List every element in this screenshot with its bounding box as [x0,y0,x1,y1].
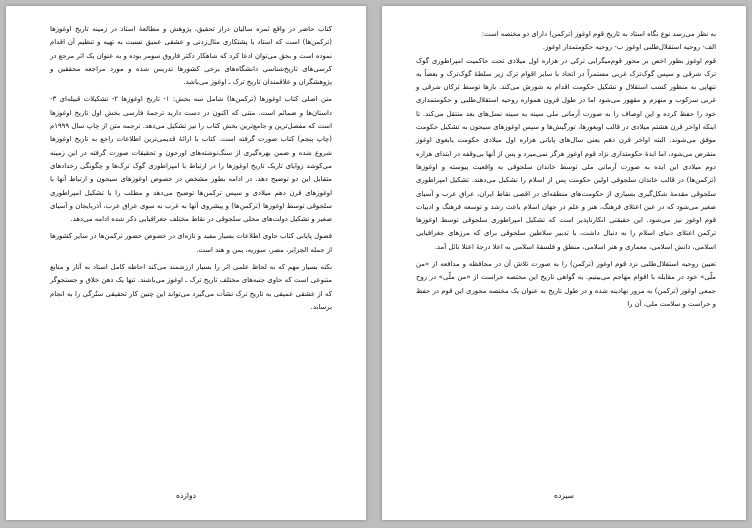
paragraph: نکته بسیار مهم که به لحاظ علمی اثر را بسیار ارزشمند می‌کند احاطه کامل استاد به آثار و منابع متنوعی است که حاوی جنبه‌های مختلف تاریخ ترک ـ اوغوز می‌باشند. تنها یک ذهن خلاق و جستجوگر که از عشقی عمیقی به تاریخ ترک نشأت می‌گیرد می‌تواند این چنین کار تحقیقی ستُرگی را به انجام برساند. [50,263,332,311]
right-page-text [416,28,716,315]
right-page [382,6,746,520]
paragraph: الف- روحیه استقلال‌طلبی اوغوز ب- روحیه حکومتمدار اوغوز. [542,43,716,52]
paragraph: فصول پایانی کتاب حاوی اطلاعات بسیار مفید و تازه‌ای در خصوص حضور ترکمن‌ها در سایر کشورها از جمله الجزایر، مصر، سوریه، یمن و هند است. [50,232,332,254]
paragraph: کتاب حاضر در واقع ثمره سالیان دراز تحقیق، پژوهش و مطالعهٔ استاد در زمینه تاریخ اوغوزها (ترکمن‌ها) است که استاد با پشتکاری مثال‌زدنی و عشقی عمیق نسبت به تهیه و تنظیم آن اقدام نموده است و بحق می‌توان ادعا کرد که شاهکار دکتر فاروق سومر بوده و به عنوان یک اثر مرجع در کرسی‌های تاریخ‌شناسی دانشگاه‌های برخی کشورها تدریس شده و مورد مراجعه محققین و پژوهشگران و علاقمندان تاریخ ترک ـ اوغوز می‌باشد. [50,25,332,87]
paragraph: قوم اوغوز بطور اخص بر محور قوم‌میگرایی ترکی در هزاره اول میلادی تحت حاکمیت امپراطوری گوک ترک شرقی و سپس گوک‌ترک غربی مستمراً در اتحاد با سایر اقوام ترک زیر سلطهٔ گوک‌ترک و بعضاً به تنهایی به منظور کسب استقلال و تشکیل حکومت اقدام به شورش می‌کند. بارها توسط ترکان شرقی و غربی سرکوب و منهزم و مقهور می‌شود اما در طول قرون همواره روحیه استقلال‌طلبی و حکومتمداری خود را حفظ کرده و این اوصاف را به صورت آرمانی ملی سینه به سینه نسل‌های بعد منتقل می‌کند. تا اینکه اواخر قرن هشتم میلادی در قالب اویغورها، تورگیش‌ها و سپس اوغوزهای سیحون به تشکیل حکومت موفق می‌شوند. البته اواخر قرن دهم یعنی سال‌های پایانی هزاره اول میلادی حکومت یابغوی اوغوز منقرض می‌شود، اما ایدهٔ حکومتداری نژاد قوم اوغوز هرگز نمی‌میرد و پس از آنها بی‌وقفه در ابتدای هزاره دوم میلادی این ایده به صورت آرمانی ملی توسط خاندان سلجوقی به واقعیت پیوسته و اوغوزها (ترکمن‌ها) در قالب خاندان سلجوقی اولین حکومت پس از اسلام را تشکیل می‌دهند. تشکیل امپراطوری سلجوقی مقدمهٔ شکل‌گیری بسیاری از حکومت‌های منطقه‌ای در اقصی نقاط ایران، عراق عرب و آسیای صغیر می‌شود که در عین اعتلای فرهنگ، هنر و علم در جهان اسلام باعث رشد و توسعه فرهنگ و ادبیات قوم اوغوز نیز می‌شود. این حقیقتی انکارناپذیر است که تشکیل امپراطوری سلجوقی توسط اوغوزها ترکمن اعتلای دنیای اسلام را به دنبال داشت، با تدبیر سلاطین سلجوقی برای که مرزهای جغرافیایی اسلامی، دانش اسلامی، معماری و هنر اسلامی، منطق و فلسفهٔ اسلامی به اعلا درجهٔ اعتلا نائل آمد. [416,56,716,251]
page-number: دوازده [176,491,196,500]
paragraph: به نظر می‌رسد نوع نگاه استاد به تاریخ قوم اوغوز (ترکمن) دارای دو مختصه است: [481,30,716,38]
paragraph: تعیین روحیه استقلال‌طلبی نزد قوم اوغوز (ترکمن) را به صورت تلاش آن در محافظه و مدافعه از «من ملّی» خود در مقابله با اقوام مهاجم می‌بینیم. به گواهی تاریخ این مختصه حراست از «من ملّی» در روح جمعی اوغوز (ترکمن) به مرور نهادینه شده و در طول تاریخ به عنوان یک مختصه محوری این قوم در حفظ و حراست و سلامت ملی، آن را [416,260,716,308]
paragraph: متن اصلی کتاب اوغوزها (ترکمن‌ها) شامل سه بخش: ۱- تاریخ اوغوزها ۲- تشکیلات قبیله‌ای ۳- داستان‌ها و ضمائم است. متنی که اکنون در دست دارید ترجمهٔ فارسی بخش اول تاریخ اوغوزها است که مفصل‌ترین و جامع‌ترین بخش کتاب را نیز تشکیل می‌دهد. ترجمه متن از چاپ سال ۱۹۹۹م (چاپ پنجم) کتاب صورت گرفته است. کتاب با ارائهٔ قدیمی‌ترین اطلاعات راجع به تاریخ اوغوزها شروع شده و ضمن بهره‌گیری از سنگ‌نوشته‌های اورخون و تحقیقات صورت گرفته در این زمینه می‌کوشد زوایای تاریک تاریخ اوغوزها را در ارتباط با امپراطوری گوک ترک‌ها و چگونگی رخدادهای متقابل این دو توضیح دهد. در ادامه بطور مشخص در خصوص اوغوزهای سیحون و ارتباط آنها با اوغوزهای قرن دهم میلادی و سپس ترکمن‌ها توضیح می‌دهد و مطلب را با تشکیل امپراطوری سلجوقی توسط اوغوزها (ترکمن‌ها) و پیشروی آنها به غرب به سوی عراق عرب، آذربایجان و آسیای صغیر و تشکیل دولت‌های محلی سلجوقی در نقاط مختلف جغرافیایی ذکر شده ادامه می‌دهد. [50,95,333,224]
left-page-text [50,23,332,318]
page-number: سیزده [554,491,574,500]
left-page [6,6,366,520]
